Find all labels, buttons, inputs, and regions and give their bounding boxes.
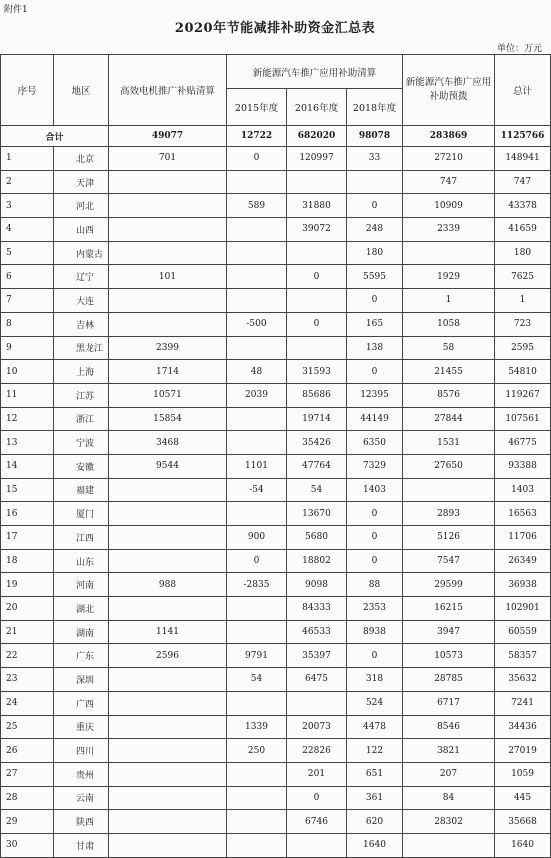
table-row <box>1 336 551 360</box>
row-index: 6 <box>1 265 54 289</box>
row-2016: 9098 <box>287 573 347 597</box>
row-motor: 10571 <box>109 383 227 407</box>
row-index: 5 <box>1 241 54 265</box>
row-2015: 0 <box>227 147 287 171</box>
row-motor: 1714 <box>109 360 227 384</box>
row-2015 <box>227 265 287 289</box>
row-advance: 6717 <box>403 691 495 715</box>
row-region: 四川 <box>54 739 109 763</box>
row-advance: 3821 <box>403 739 495 763</box>
row-motor <box>109 739 227 763</box>
row-index: 17 <box>1 526 54 550</box>
row-2016: 19714 <box>287 407 347 431</box>
row-2018: 4478 <box>347 715 403 739</box>
row-region: 湖北 <box>54 597 109 621</box>
row-2015 <box>227 786 287 810</box>
subsidy-summary-table <box>0 54 551 858</box>
row-2018: 0 <box>347 526 403 550</box>
table-row <box>1 597 551 621</box>
row-advance: 10573 <box>403 644 495 668</box>
row-motor <box>109 194 227 218</box>
table-row <box>1 289 551 313</box>
total-2016: 682020 <box>287 126 347 147</box>
table-row <box>1 691 551 715</box>
row-2016 <box>287 833 347 857</box>
row-advance: 10909 <box>403 194 495 218</box>
row-motor <box>109 810 227 834</box>
row-advance: 29599 <box>403 573 495 597</box>
table-row <box>1 810 551 834</box>
header-region: 地区 <box>54 55 109 126</box>
row-2016: 85686 <box>287 383 347 407</box>
row-motor: 2399 <box>109 336 227 360</box>
row-total: 58357 <box>495 644 551 668</box>
row-2015: 9791 <box>227 644 287 668</box>
row-total: 36938 <box>495 573 551 597</box>
row-2016 <box>287 691 347 715</box>
row-index: 27 <box>1 762 54 786</box>
row-motor <box>109 597 227 621</box>
table-row <box>1 265 551 289</box>
row-2015: -500 <box>227 312 287 336</box>
row-2015 <box>227 597 287 621</box>
header-motor-subsidy: 高效电机推广补贴清算 <box>109 55 227 126</box>
row-2016: 47764 <box>287 454 347 478</box>
row-2015: 48 <box>227 360 287 384</box>
row-2016: 22826 <box>287 739 347 763</box>
row-motor <box>109 478 227 502</box>
row-region: 甘肃 <box>54 833 109 857</box>
row-region: 大连 <box>54 289 109 313</box>
row-2018: 318 <box>347 668 403 692</box>
header-index: 序号 <box>1 55 54 126</box>
row-motor <box>109 502 227 526</box>
row-index: 16 <box>1 502 54 526</box>
row-region: 河南 <box>54 573 109 597</box>
row-2015 <box>227 218 287 242</box>
row-2015 <box>227 502 287 526</box>
row-2016: 5680 <box>287 526 347 550</box>
annex-label: 附件1 <box>4 5 28 15</box>
row-2018: 8938 <box>347 620 403 644</box>
row-motor <box>109 312 227 336</box>
table-row <box>1 383 551 407</box>
row-index: 26 <box>1 739 54 763</box>
row-2015 <box>227 336 287 360</box>
row-total: 723 <box>495 312 551 336</box>
row-region: 江苏 <box>54 383 109 407</box>
row-2015 <box>227 833 287 857</box>
row-advance: 28785 <box>403 668 495 692</box>
total-row <box>1 126 551 147</box>
row-2015 <box>227 431 287 455</box>
row-2018: 2353 <box>347 597 403 621</box>
total-2015: 12722 <box>227 126 287 147</box>
row-motor <box>109 218 227 242</box>
row-total: 7241 <box>495 691 551 715</box>
table-row <box>1 739 551 763</box>
total-motor: 49077 <box>109 126 227 147</box>
row-2016: 0 <box>287 312 347 336</box>
row-2015 <box>227 170 287 194</box>
row-total: 747 <box>495 170 551 194</box>
row-advance: 1929 <box>403 265 495 289</box>
row-2018: 44149 <box>347 407 403 431</box>
row-2016: 13670 <box>287 502 347 526</box>
row-2016 <box>287 241 347 265</box>
table-row <box>1 147 551 171</box>
row-2016: 39072 <box>287 218 347 242</box>
row-index: 15 <box>1 478 54 502</box>
row-2018: 0 <box>347 289 403 313</box>
row-region: 黑龙江 <box>54 336 109 360</box>
row-2016: 31880 <box>287 194 347 218</box>
table-header <box>1 55 551 126</box>
row-region: 浙江 <box>54 407 109 431</box>
row-2016: 201 <box>287 762 347 786</box>
table-row <box>1 502 551 526</box>
row-total: 16563 <box>495 502 551 526</box>
row-motor <box>109 833 227 857</box>
row-region: 内蒙古 <box>54 241 109 265</box>
row-total: 102901 <box>495 597 551 621</box>
row-advance: 5126 <box>403 526 495 550</box>
header-total: 总计 <box>495 55 551 126</box>
row-2016: 35426 <box>287 431 347 455</box>
row-2015: 1101 <box>227 454 287 478</box>
table-row <box>1 312 551 336</box>
row-region: 云南 <box>54 786 109 810</box>
row-total: 34436 <box>495 715 551 739</box>
row-total: 11706 <box>495 526 551 550</box>
row-2016: 46533 <box>287 620 347 644</box>
row-motor <box>109 526 227 550</box>
row-advance: 2339 <box>403 218 495 242</box>
row-2016: 20073 <box>287 715 347 739</box>
table-row <box>1 786 551 810</box>
row-region: 陕西 <box>54 810 109 834</box>
header-year-2015: 2015年度 <box>227 89 287 126</box>
table-row <box>1 431 551 455</box>
row-advance <box>403 241 495 265</box>
row-region: 河北 <box>54 194 109 218</box>
row-advance: 58 <box>403 336 495 360</box>
row-region: 厦门 <box>54 502 109 526</box>
row-total: 7625 <box>495 265 551 289</box>
row-advance: 27210 <box>403 147 495 171</box>
row-2018: 361 <box>347 786 403 810</box>
row-motor: 3468 <box>109 431 227 455</box>
row-2018: 180 <box>347 241 403 265</box>
row-motor: 1141 <box>109 620 227 644</box>
row-total: 54810 <box>495 360 551 384</box>
row-motor: 9544 <box>109 454 227 478</box>
row-index: 3 <box>1 194 54 218</box>
unit-label: 单位：万元 <box>496 44 542 54</box>
table-row <box>1 549 551 573</box>
row-region: 江西 <box>54 526 109 550</box>
row-region: 上海 <box>54 360 109 384</box>
row-total: 180 <box>495 241 551 265</box>
row-2016: 6475 <box>287 668 347 692</box>
table-row <box>1 170 551 194</box>
row-total: 1640 <box>495 833 551 857</box>
row-motor <box>109 170 227 194</box>
table-row <box>1 241 551 265</box>
row-total: 35632 <box>495 668 551 692</box>
header-nev-advance: 新能源汽车推广应用补助预拨 <box>403 55 495 126</box>
row-index: 10 <box>1 360 54 384</box>
row-index: 30 <box>1 833 54 857</box>
row-2018: 0 <box>347 644 403 668</box>
row-2016: 31593 <box>287 360 347 384</box>
row-2015 <box>227 289 287 313</box>
row-2015 <box>227 762 287 786</box>
table-row <box>1 478 551 502</box>
row-motor <box>109 668 227 692</box>
header-year-2016: 2016年度 <box>287 89 347 126</box>
row-advance <box>403 833 495 857</box>
row-advance: 747 <box>403 170 495 194</box>
header-nev-clearing: 新能源汽车推广应用补助清算 <box>227 55 403 89</box>
row-index: 8 <box>1 312 54 336</box>
row-2018: 0 <box>347 194 403 218</box>
row-2018: 7329 <box>347 454 403 478</box>
row-motor <box>109 241 227 265</box>
row-total: 2595 <box>495 336 551 360</box>
row-total: 60559 <box>495 620 551 644</box>
row-2015: -2835 <box>227 573 287 597</box>
row-2015: 250 <box>227 739 287 763</box>
table-row <box>1 668 551 692</box>
row-2018: 6350 <box>347 431 403 455</box>
row-2016: 54 <box>287 478 347 502</box>
row-advance: 2893 <box>403 502 495 526</box>
row-index: 2 <box>1 170 54 194</box>
row-region: 山东 <box>54 549 109 573</box>
row-motor: 988 <box>109 573 227 597</box>
row-index: 9 <box>1 336 54 360</box>
row-2016 <box>287 289 347 313</box>
row-motor <box>109 691 227 715</box>
row-index: 11 <box>1 383 54 407</box>
row-2015: 1339 <box>227 715 287 739</box>
row-motor: 2596 <box>109 644 227 668</box>
table-row <box>1 526 551 550</box>
row-2015: 0 <box>227 549 287 573</box>
row-region: 广东 <box>54 644 109 668</box>
row-index: 24 <box>1 691 54 715</box>
row-index: 18 <box>1 549 54 573</box>
row-2018: 620 <box>347 810 403 834</box>
row-region: 福建 <box>54 478 109 502</box>
row-index: 20 <box>1 597 54 621</box>
row-2015: 54 <box>227 668 287 692</box>
row-2018 <box>347 170 403 194</box>
row-motor <box>109 289 227 313</box>
row-total: 119267 <box>495 383 551 407</box>
row-total: 107561 <box>495 407 551 431</box>
row-advance: 8576 <box>403 383 495 407</box>
row-advance: 27650 <box>403 454 495 478</box>
row-2016: 0 <box>287 265 347 289</box>
row-motor <box>109 762 227 786</box>
row-motor: 15854 <box>109 407 227 431</box>
row-motor <box>109 549 227 573</box>
total-2018: 98078 <box>347 126 403 147</box>
total-advance: 283869 <box>403 126 495 147</box>
row-index: 12 <box>1 407 54 431</box>
row-advance: 8546 <box>403 715 495 739</box>
row-index: 22 <box>1 644 54 668</box>
row-2018: 248 <box>347 218 403 242</box>
row-2018: 0 <box>347 360 403 384</box>
row-advance: 27844 <box>403 407 495 431</box>
table-row <box>1 762 551 786</box>
row-total: 93388 <box>495 454 551 478</box>
row-motor <box>109 786 227 810</box>
row-total: 1403 <box>495 478 551 502</box>
row-region: 湖南 <box>54 620 109 644</box>
row-index: 13 <box>1 431 54 455</box>
row-2016: 6746 <box>287 810 347 834</box>
row-region: 山西 <box>54 218 109 242</box>
row-advance: 207 <box>403 762 495 786</box>
row-motor: 701 <box>109 147 227 171</box>
table-row <box>1 715 551 739</box>
row-2016: 84333 <box>287 597 347 621</box>
row-region: 天津 <box>54 170 109 194</box>
row-region: 深圳 <box>54 668 109 692</box>
row-2015 <box>227 810 287 834</box>
row-index: 23 <box>1 668 54 692</box>
row-2018: 651 <box>347 762 403 786</box>
row-2015: -54 <box>227 478 287 502</box>
row-index: 19 <box>1 573 54 597</box>
row-2018: 33 <box>347 147 403 171</box>
row-region: 安徽 <box>54 454 109 478</box>
row-advance <box>403 478 495 502</box>
row-2015: 900 <box>227 526 287 550</box>
row-total: 43378 <box>495 194 551 218</box>
row-advance: 7547 <box>403 549 495 573</box>
row-2016: 120997 <box>287 147 347 171</box>
row-2015: 589 <box>227 194 287 218</box>
row-2018: 122 <box>347 739 403 763</box>
row-advance: 21455 <box>403 360 495 384</box>
table-row <box>1 454 551 478</box>
row-2015 <box>227 691 287 715</box>
row-index: 21 <box>1 620 54 644</box>
row-2015: 2039 <box>227 383 287 407</box>
row-total: 26349 <box>495 549 551 573</box>
row-2018: 0 <box>347 502 403 526</box>
row-advance: 1058 <box>403 312 495 336</box>
row-2015 <box>227 241 287 265</box>
row-index: 28 <box>1 786 54 810</box>
row-index: 25 <box>1 715 54 739</box>
row-2015 <box>227 407 287 431</box>
table-row <box>1 620 551 644</box>
row-2015 <box>227 620 287 644</box>
row-2016 <box>287 336 347 360</box>
row-2018: 138 <box>347 336 403 360</box>
row-2016: 0 <box>287 786 347 810</box>
row-total: 35668 <box>495 810 551 834</box>
row-region: 广西 <box>54 691 109 715</box>
row-2018: 165 <box>347 312 403 336</box>
row-advance: 3947 <box>403 620 495 644</box>
row-total: 148941 <box>495 147 551 171</box>
row-2018: 88 <box>347 573 403 597</box>
row-region: 北京 <box>54 147 109 171</box>
total-grand: 1125766 <box>495 126 551 147</box>
row-2018: 12395 <box>347 383 403 407</box>
table-row <box>1 218 551 242</box>
row-motor <box>109 715 227 739</box>
row-region: 宁波 <box>54 431 109 455</box>
table-row <box>1 194 551 218</box>
row-advance: 1 <box>403 289 495 313</box>
row-motor: 101 <box>109 265 227 289</box>
row-2018: 5595 <box>347 265 403 289</box>
row-advance: 28302 <box>403 810 495 834</box>
row-2016 <box>287 170 347 194</box>
row-advance: 16215 <box>403 597 495 621</box>
row-region: 辽宁 <box>54 265 109 289</box>
table-row <box>1 360 551 384</box>
row-index: 1 <box>1 147 54 171</box>
total-label: 合计 <box>1 126 109 147</box>
document-title: 2020年节能减排补助资金汇总表 <box>174 21 376 36</box>
row-total: 445 <box>495 786 551 810</box>
row-index: 4 <box>1 218 54 242</box>
table-row <box>1 573 551 597</box>
table-row <box>1 644 551 668</box>
table-row <box>1 833 551 857</box>
row-region: 吉林 <box>54 312 109 336</box>
table-row <box>1 407 551 431</box>
row-2018: 1403 <box>347 478 403 502</box>
row-total: 1059 <box>495 762 551 786</box>
row-total: 1 <box>495 289 551 313</box>
header-year-2018: 2018年度 <box>347 89 403 126</box>
row-2018: 0 <box>347 549 403 573</box>
row-2016: 35397 <box>287 644 347 668</box>
row-total: 27019 <box>495 739 551 763</box>
row-region: 贵州 <box>54 762 109 786</box>
row-region: 重庆 <box>54 715 109 739</box>
row-index: 29 <box>1 810 54 834</box>
row-index: 7 <box>1 289 54 313</box>
row-index: 14 <box>1 454 54 478</box>
row-2018: 524 <box>347 691 403 715</box>
row-2016: 18802 <box>287 549 347 573</box>
row-total: 41659 <box>495 218 551 242</box>
row-advance: 1531 <box>403 431 495 455</box>
row-2018: 1640 <box>347 833 403 857</box>
row-advance: 84 <box>403 786 495 810</box>
row-total: 46775 <box>495 431 551 455</box>
